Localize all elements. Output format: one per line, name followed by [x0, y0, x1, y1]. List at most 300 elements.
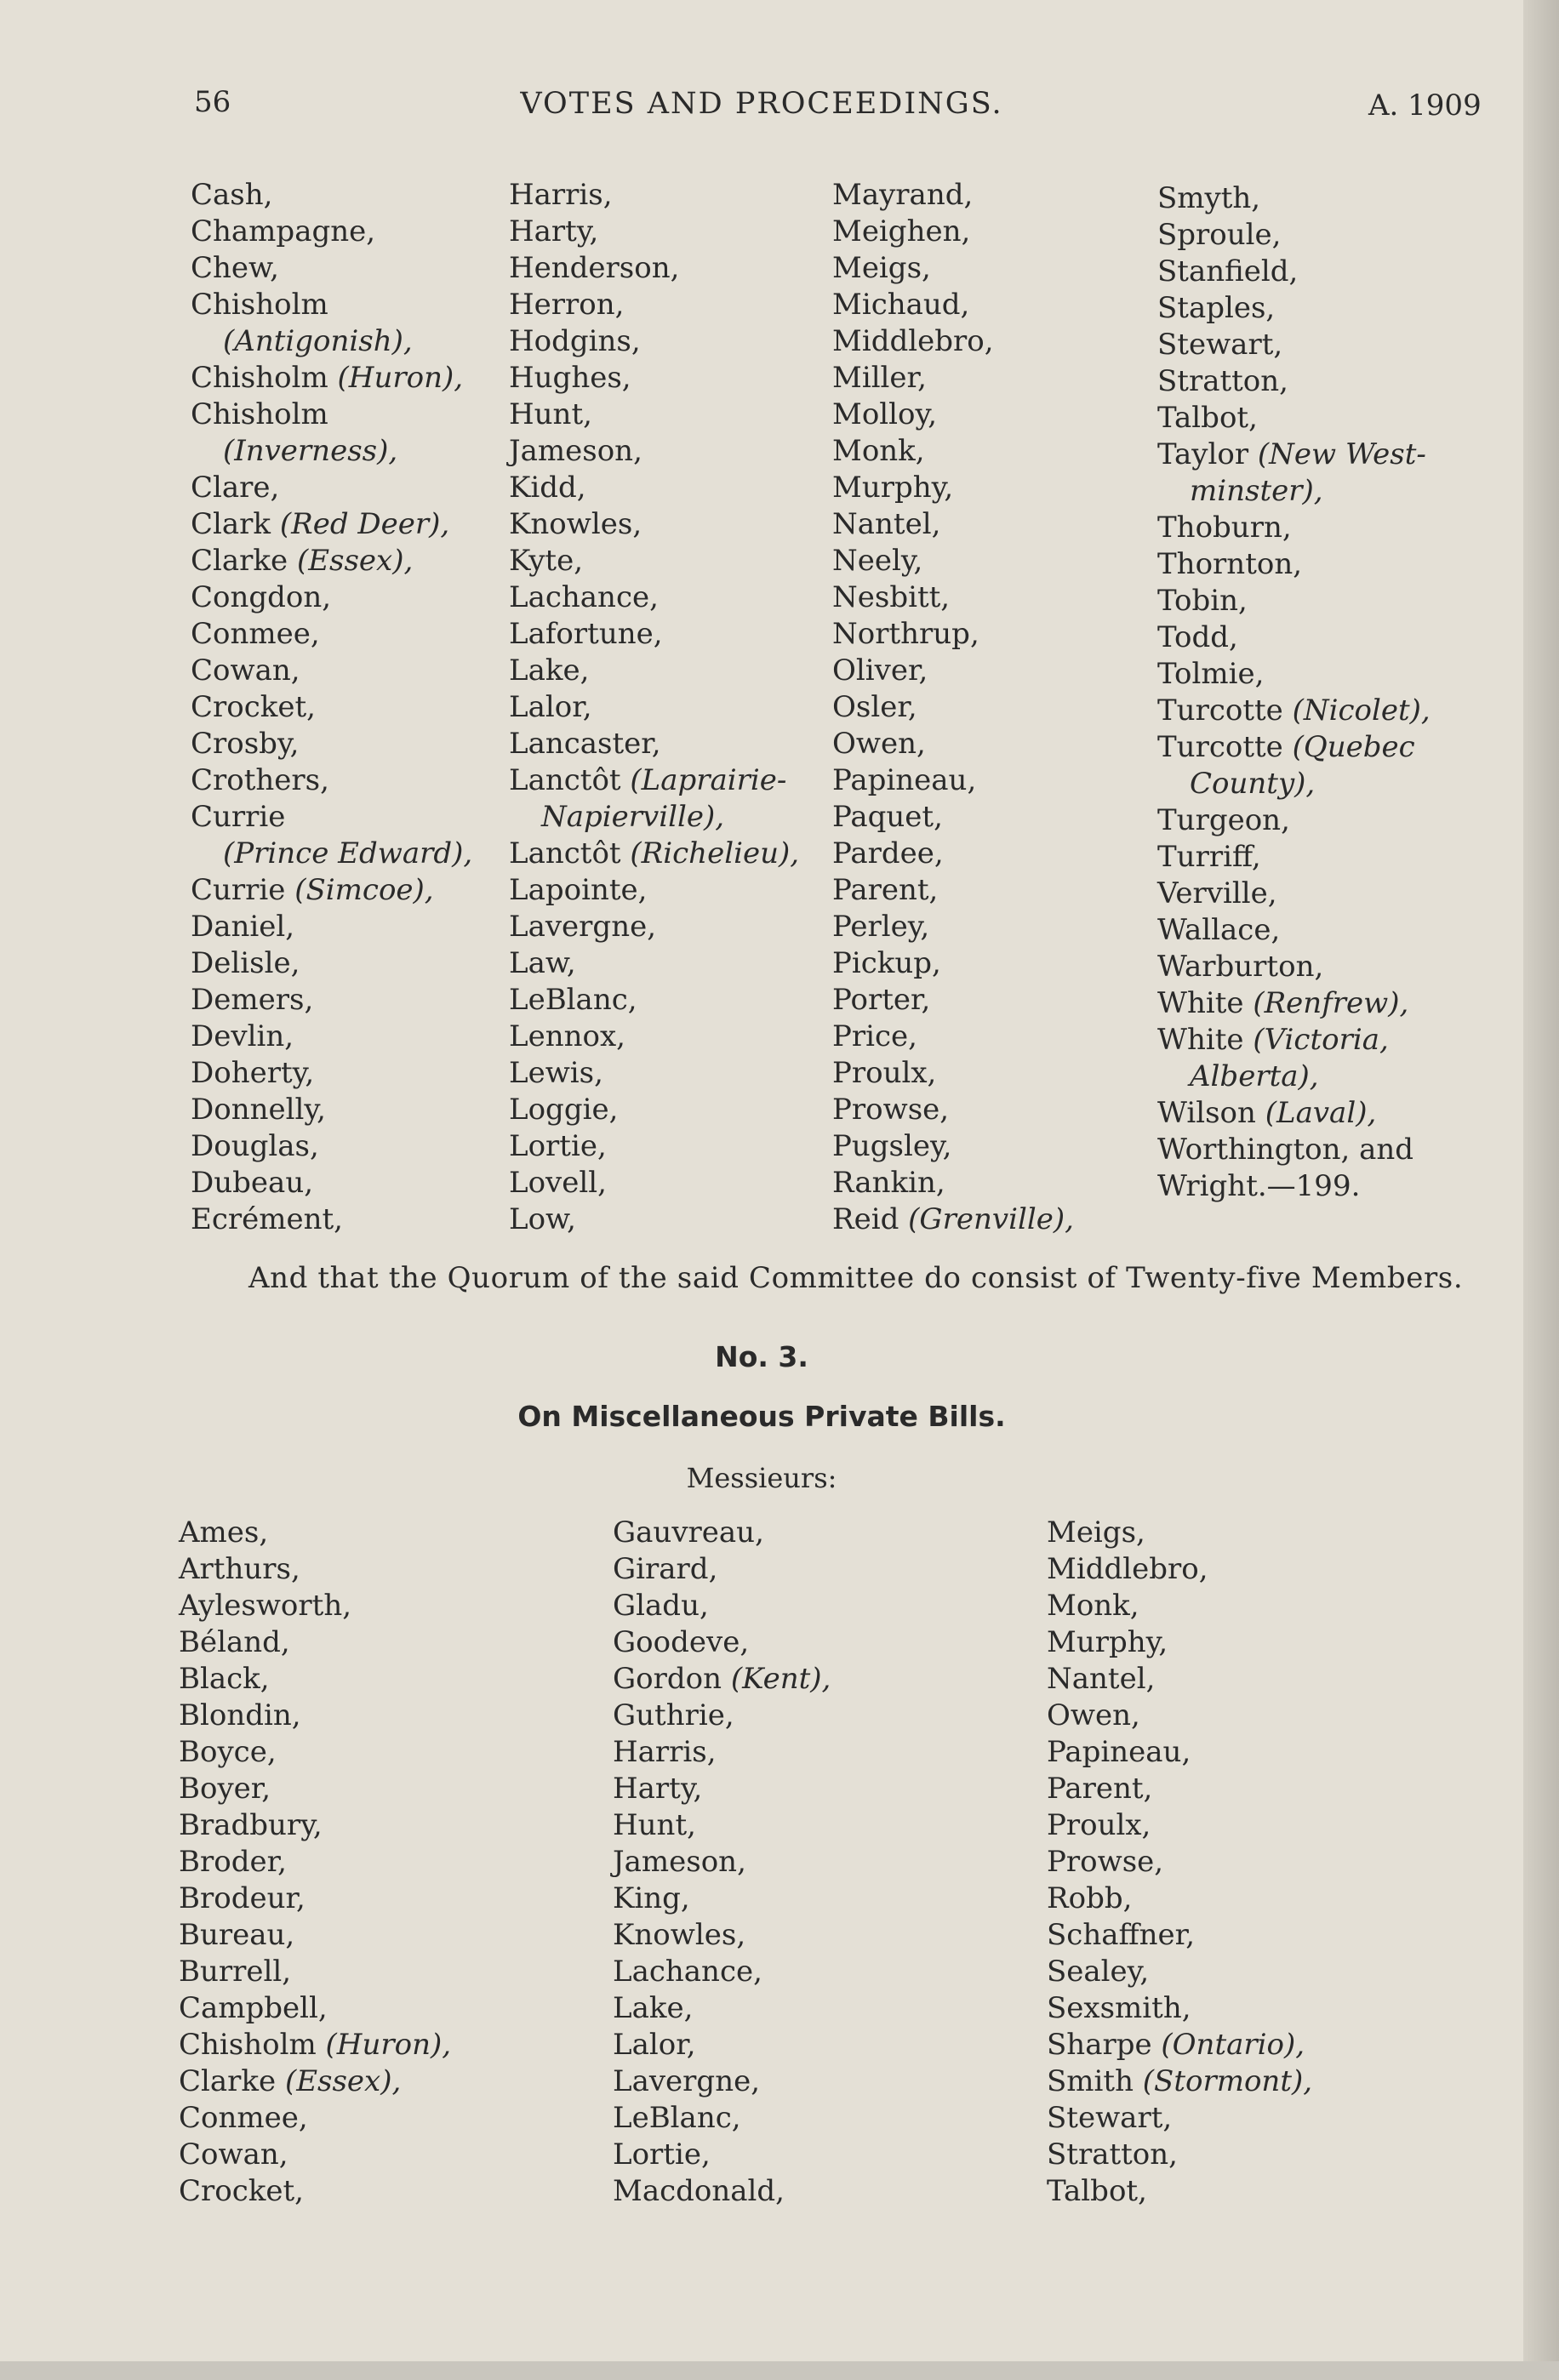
- member-surname: Sexsmith,: [1047, 1991, 1191, 2025]
- member-surname: Lake,: [509, 654, 590, 688]
- member-surname: Lewis,: [509, 1056, 603, 1090]
- member-surname: Monk,: [1047, 1589, 1139, 1623]
- member-name: [191, 543, 472, 579]
- member-surname: Todd,: [1157, 620, 1238, 654]
- member-name: [1047, 1661, 1312, 1698]
- member-name: [832, 689, 1074, 726]
- bills-column-2: [613, 1515, 831, 2210]
- member-surname: Sproule,: [1157, 218, 1282, 252]
- member-surname: Chisholm: [191, 288, 328, 322]
- member-name: [832, 799, 1074, 836]
- member-surname: Prowse,: [1047, 1845, 1164, 1879]
- riding-qualifier: (Essex),: [284, 2064, 402, 2098]
- member-name: [1157, 949, 1431, 985]
- member-surname: Currie: [191, 800, 286, 834]
- member-surname: Papineau,: [1047, 1735, 1191, 1769]
- member-name: [191, 982, 472, 1019]
- member-name: [191, 1019, 472, 1055]
- member-name: [191, 689, 472, 726]
- member-surname: Alberta),: [1190, 1059, 1319, 1093]
- member-name: [509, 982, 799, 1019]
- member-surname: Pickup,: [832, 946, 941, 980]
- member-surname: Sharpe: [1047, 2028, 1162, 2062]
- member-surname: Devlin,: [191, 1019, 294, 1053]
- member-name: [509, 1165, 799, 1201]
- riding-qualifier: (Victoria,: [1253, 1023, 1389, 1057]
- member-surname: Congdon,: [191, 580, 332, 614]
- member-surname: Middlebro,: [832, 324, 994, 358]
- member-name: [179, 1990, 451, 2027]
- member-name: [1157, 254, 1431, 290]
- member-surname: Parent,: [1047, 1772, 1153, 1806]
- page-number: 56: [194, 85, 231, 119]
- page-header: [0, 85, 1523, 128]
- member-surname: Harris,: [509, 178, 613, 212]
- member-surname: Knowles,: [613, 1918, 746, 1952]
- member-name: [1157, 729, 1431, 766]
- member-surname: Parent,: [832, 873, 939, 907]
- member-surname: Gauvreau,: [613, 1515, 764, 1550]
- member-surname: Robb,: [1047, 1881, 1133, 1915]
- member-name: [1157, 510, 1431, 546]
- member-surname: Doherty,: [191, 1056, 315, 1090]
- member-surname: Wright.—199.: [1157, 1169, 1361, 1203]
- member-name: [613, 2100, 831, 2137]
- member-name: [832, 579, 1074, 616]
- member-surname: Lachance,: [509, 580, 659, 614]
- member-name: [191, 836, 472, 872]
- member-name: [832, 287, 1074, 323]
- member-surname: Boyer,: [179, 1772, 271, 1806]
- member-name: [179, 2100, 451, 2137]
- member-name: [1157, 1132, 1431, 1168]
- member-name: [509, 433, 799, 470]
- member-name: [1047, 1807, 1312, 1844]
- member-name: [509, 1128, 799, 1165]
- member-surname: Wilson: [1157, 1096, 1265, 1130]
- member-name: [1157, 290, 1431, 327]
- member-name: [191, 799, 472, 836]
- member-surname: Herron,: [509, 288, 625, 322]
- member-surname: Proulx,: [1047, 1808, 1151, 1842]
- member-surname: Kyte,: [509, 544, 584, 578]
- member-name: [509, 1092, 799, 1128]
- member-name: [509, 543, 799, 579]
- member-surname: Cash,: [191, 178, 273, 212]
- member-name: [832, 323, 1074, 360]
- member-surname: Nesbitt,: [832, 580, 951, 614]
- member-name: [1157, 1059, 1431, 1095]
- member-name: [1157, 437, 1431, 473]
- member-name: [832, 397, 1074, 433]
- riding-qualifier: (Renfrew),: [1253, 986, 1409, 1020]
- riding-qualifier: (Stormont),: [1142, 2064, 1313, 2098]
- member-surname: minster),: [1190, 474, 1323, 508]
- member-surname: Black,: [179, 1662, 270, 1696]
- member-surname: Meigs,: [1047, 1515, 1145, 1550]
- member-name: [509, 287, 799, 323]
- riding-qualifier: (Kent),: [730, 1662, 831, 1696]
- member-surname: Owen,: [832, 727, 926, 761]
- member-name: [179, 1698, 451, 1734]
- member-name: [832, 1092, 1074, 1128]
- member-surname: Smith: [1047, 2064, 1143, 2098]
- member-surname: Chisholm: [191, 361, 338, 395]
- member-surname: Campbell,: [179, 1991, 328, 2025]
- member-name: [179, 1917, 451, 1954]
- member-surname: Chisholm: [179, 2028, 326, 2062]
- member-name: [613, 1881, 831, 1917]
- member-name: [191, 433, 472, 470]
- member-name: [509, 836, 799, 872]
- member-name: [179, 1844, 451, 1881]
- member-surname: Price,: [832, 1019, 917, 1053]
- member-name: [191, 579, 472, 616]
- member-name: [1157, 217, 1431, 254]
- member-name: [1047, 1954, 1312, 1990]
- member-surname: Jameson,: [613, 1845, 746, 1879]
- member-name: [1157, 802, 1431, 839]
- member-name: [509, 177, 799, 214]
- member-name: [1157, 839, 1431, 876]
- member-name: [191, 616, 472, 653]
- member-surname: Lalor,: [613, 2028, 696, 2062]
- member-name: [509, 506, 799, 543]
- member-surname: Prowse,: [832, 1093, 950, 1127]
- member-surname: Lortie,: [613, 2137, 711, 2172]
- member-surname: Paquet,: [832, 800, 943, 834]
- member-name: [832, 762, 1074, 799]
- member-name: [1157, 876, 1431, 912]
- member-surname: Blondin,: [179, 1698, 301, 1732]
- member-surname: Champagne,: [191, 214, 376, 248]
- member-name: [613, 2027, 831, 2063]
- member-surname: Lachance,: [613, 1955, 762, 1989]
- member-name: [179, 1734, 451, 1771]
- member-surname: Dubeau,: [191, 1166, 314, 1200]
- member-surname: Papineau,: [832, 763, 977, 797]
- bills-column-1: [179, 1515, 451, 2210]
- member-surname: Girard,: [613, 1552, 718, 1586]
- member-name: [1157, 766, 1431, 802]
- member-name: [509, 799, 799, 836]
- member-name: [509, 1201, 799, 1238]
- member-surname: Lanctôt: [509, 836, 631, 870]
- session-label: A. 1909: [1368, 88, 1482, 123]
- member-surname: Burrell,: [179, 1955, 292, 1989]
- member-surname: Reid: [832, 1202, 909, 1236]
- member-surname: Schaffner,: [1047, 1918, 1196, 1952]
- member-surname: Brodeur,: [179, 1881, 306, 1915]
- member-name: [509, 579, 799, 616]
- member-surname: LeBlanc,: [509, 983, 637, 1017]
- member-name: [191, 909, 472, 945]
- member-name: [1157, 180, 1431, 217]
- member-surname: Gordon: [613, 1662, 731, 1696]
- member-name: [191, 323, 472, 360]
- member-surname: Cowan,: [191, 654, 300, 688]
- member-name: [1157, 473, 1431, 510]
- member-name: [179, 1588, 451, 1624]
- member-name: [1047, 1698, 1312, 1734]
- member-name: [832, 909, 1074, 945]
- member-name: [832, 360, 1074, 397]
- member-name: [1157, 1168, 1431, 1205]
- member-surname: Clarke: [191, 544, 297, 578]
- member-name: [613, 1551, 831, 1588]
- member-name: [191, 360, 472, 397]
- member-surname: Delisle,: [191, 946, 300, 980]
- member-name: [179, 1515, 451, 1551]
- riding-qualifier: (Nicolet),: [1292, 693, 1431, 728]
- member-surname: Rankin,: [832, 1166, 945, 1200]
- member-name: [613, 1698, 831, 1734]
- member-surname: Conmee,: [191, 617, 320, 651]
- member-surname: Sealey,: [1047, 1955, 1150, 1989]
- member-name: [1157, 912, 1431, 949]
- member-surname: Molloy,: [832, 397, 938, 431]
- member-name: [1047, 1844, 1312, 1881]
- member-surname: Stewart,: [1157, 328, 1283, 362]
- member-surname: Turgeon,: [1157, 803, 1290, 837]
- member-surname: Broder,: [179, 1845, 287, 1879]
- running-title: VOTES AND PROCEEDINGS.: [520, 87, 1003, 121]
- member-name: [613, 1954, 831, 1990]
- member-name: [1047, 1917, 1312, 1954]
- member-name: [613, 2173, 831, 2210]
- member-name: [1047, 1734, 1312, 1771]
- member-surname: Staples,: [1157, 291, 1276, 325]
- member-surname: Nantel,: [1047, 1662, 1156, 1696]
- riding-qualifier: (Grenville),: [908, 1202, 1074, 1236]
- member-surname: Lavergne,: [613, 2064, 761, 2098]
- member-surname: Bureau,: [179, 1918, 295, 1952]
- member-name: [509, 909, 799, 945]
- member-surname: County),: [1190, 767, 1316, 801]
- member-surname: Loggie,: [509, 1093, 619, 1127]
- section-number: No. 3.: [715, 1340, 808, 1373]
- member-name: [179, 2027, 451, 2063]
- member-surname: Meighen,: [832, 214, 971, 248]
- riding-qualifier: (New West-: [1257, 437, 1426, 471]
- member-name: [191, 506, 472, 543]
- member-surname: Miller,: [832, 361, 927, 395]
- member-name: [509, 323, 799, 360]
- member-name: [179, 1624, 451, 1661]
- member-surname: Chisholm: [191, 397, 328, 431]
- member-surname: Owen,: [1047, 1698, 1140, 1732]
- member-name: [1047, 2173, 1312, 2210]
- member-surname: Osler,: [832, 690, 917, 724]
- member-name: [1047, 1624, 1312, 1661]
- member-surname: Pugsley,: [832, 1129, 952, 1163]
- member-name: [509, 1019, 799, 1055]
- member-surname: Northrup,: [832, 617, 979, 651]
- member-name: [1157, 583, 1431, 619]
- member-name: [1047, 2100, 1312, 2137]
- member-name: [832, 250, 1074, 287]
- member-surname: Worthington, and: [1157, 1133, 1414, 1167]
- member-name: [832, 616, 1074, 653]
- member-name: [832, 1055, 1074, 1092]
- member-name: [1157, 546, 1431, 583]
- member-name: [179, 1954, 451, 1990]
- member-name: [1157, 327, 1431, 363]
- member-surname: Kidd,: [509, 471, 586, 505]
- member-surname: Meigs,: [832, 251, 931, 285]
- riding-qualifier: (Richelieu),: [630, 836, 800, 870]
- member-surname: Lortie,: [509, 1129, 607, 1163]
- member-surname: Middlebro,: [1047, 1552, 1208, 1586]
- member-name: [832, 433, 1074, 470]
- member-surname: Monk,: [832, 434, 925, 468]
- member-surname: Conmee,: [179, 2101, 308, 2135]
- member-name: [1157, 693, 1431, 729]
- member-surname: Crothers,: [191, 763, 329, 797]
- member-surname: Crocket,: [191, 690, 316, 724]
- member-name: [509, 397, 799, 433]
- member-surname: Stewart,: [1047, 2101, 1173, 2135]
- member-name: [191, 177, 472, 214]
- member-name: [1047, 2137, 1312, 2173]
- member-name: [179, 2137, 451, 2173]
- member-name: [1157, 619, 1431, 656]
- riding-qualifier: (Essex),: [296, 544, 414, 578]
- member-surname: Talbot,: [1157, 401, 1258, 435]
- member-name: [191, 872, 472, 909]
- member-name: [613, 1807, 831, 1844]
- member-surname: Thornton,: [1157, 547, 1303, 581]
- member-surname: Stanfield,: [1157, 254, 1299, 288]
- member-name: [191, 653, 472, 689]
- member-name: [832, 836, 1074, 872]
- member-name: [613, 2063, 831, 2100]
- member-name: [832, 1128, 1074, 1165]
- member-name: [832, 1165, 1074, 1201]
- member-name: [191, 287, 472, 323]
- member-name: [179, 1661, 451, 1698]
- member-surname: Talbot,: [1047, 2174, 1147, 2208]
- riding-qualifier: (Simcoe),: [294, 873, 434, 907]
- member-name: [1047, 2063, 1312, 2100]
- member-surname: Clare,: [191, 471, 280, 505]
- member-name: [191, 397, 472, 433]
- member-name: [832, 177, 1074, 214]
- member-surname: Arthurs,: [179, 1552, 300, 1586]
- member-surname: Taylor: [1157, 437, 1258, 471]
- member-name: [509, 945, 799, 982]
- member-surname: Donnelly,: [191, 1093, 326, 1127]
- member-surname: Harris,: [613, 1735, 717, 1769]
- member-surname: Lalor,: [509, 690, 592, 724]
- member-name: [1157, 985, 1431, 1022]
- member-name: [179, 1551, 451, 1588]
- member-surname: Knowles,: [509, 507, 642, 541]
- member-surname: Verville,: [1157, 876, 1277, 910]
- member-name: [613, 1588, 831, 1624]
- member-surname: Tobin,: [1157, 584, 1248, 618]
- member-surname: Demers,: [191, 983, 314, 1017]
- member-surname: Macdonald,: [613, 2174, 785, 2208]
- member-surname: Aylesworth,: [179, 1589, 352, 1623]
- member-surname: Jameson,: [509, 434, 642, 468]
- member-surname: Turcotte: [1157, 693, 1293, 728]
- member-surname: Tolmie,: [1157, 657, 1265, 691]
- member-surname: Murphy,: [832, 471, 954, 505]
- member-surname: Lanctôt: [509, 763, 631, 797]
- member-surname: Law,: [509, 946, 576, 980]
- member-surname: Porter,: [832, 983, 931, 1017]
- riding-qualifier: (Huron),: [337, 361, 464, 395]
- member-surname: Stratton,: [1047, 2137, 1178, 2172]
- committee-column-3: [832, 177, 1074, 1238]
- member-surname: Goodeve,: [613, 1625, 750, 1659]
- member-name: [1157, 400, 1431, 437]
- member-surname: Clark: [191, 507, 280, 541]
- committee-column-2: [509, 177, 799, 1238]
- committee-column-4: [1157, 180, 1431, 1205]
- member-surname: Gladu,: [613, 1589, 709, 1623]
- member-name: [509, 872, 799, 909]
- member-surname: Hunt,: [613, 1808, 696, 1842]
- bills-column-3: [1047, 1515, 1312, 2210]
- member-surname: Henderson,: [509, 251, 680, 285]
- member-surname: Guthrie,: [613, 1698, 734, 1732]
- member-name: [613, 2137, 831, 2173]
- quorum-statement: And that the Quorum of the said Committee do consist of Twenty-five Members.: [248, 1261, 1464, 1295]
- member-name: [509, 653, 799, 689]
- member-name: [832, 506, 1074, 543]
- member-surname: Murphy,: [1047, 1625, 1168, 1659]
- member-surname: Proulx,: [832, 1056, 937, 1090]
- member-name: [613, 1844, 831, 1881]
- member-surname: Harty,: [509, 214, 599, 248]
- member-name: [832, 872, 1074, 909]
- member-surname: White: [1157, 1023, 1253, 1057]
- member-surname: Hodgins,: [509, 324, 641, 358]
- member-name: [613, 1917, 831, 1954]
- member-name: [179, 1771, 451, 1807]
- member-surname: Lapointe,: [509, 873, 648, 907]
- member-name: [179, 2063, 451, 2100]
- member-surname: Oliver,: [832, 654, 928, 688]
- member-surname: Smyth,: [1157, 181, 1261, 215]
- member-surname: Thoburn,: [1157, 511, 1292, 545]
- member-name: [1047, 1515, 1312, 1551]
- member-surname: Hunt,: [509, 397, 592, 431]
- member-name: [613, 1624, 831, 1661]
- member-surname: Crosby,: [191, 727, 300, 761]
- member-name: [191, 726, 472, 762]
- member-name: [1157, 363, 1431, 400]
- member-surname: Lancaster,: [509, 727, 661, 761]
- member-surname: Ecrément,: [191, 1202, 343, 1236]
- member-name: [832, 1019, 1074, 1055]
- member-surname: Pardee,: [832, 836, 944, 870]
- member-surname: Chew,: [191, 251, 279, 285]
- member-name: [509, 726, 799, 762]
- riding-qualifier: (Red Deer),: [279, 507, 450, 541]
- member-name: [179, 1881, 451, 1917]
- member-surname: Lavergne,: [509, 910, 657, 944]
- member-name: [509, 616, 799, 653]
- member-surname: Bradbury,: [179, 1808, 323, 1842]
- member-name: [832, 945, 1074, 982]
- member-name: [191, 214, 472, 250]
- member-name: [191, 1201, 472, 1238]
- member-surname: Stratton,: [1157, 364, 1288, 398]
- member-surname: Béland,: [179, 1625, 290, 1659]
